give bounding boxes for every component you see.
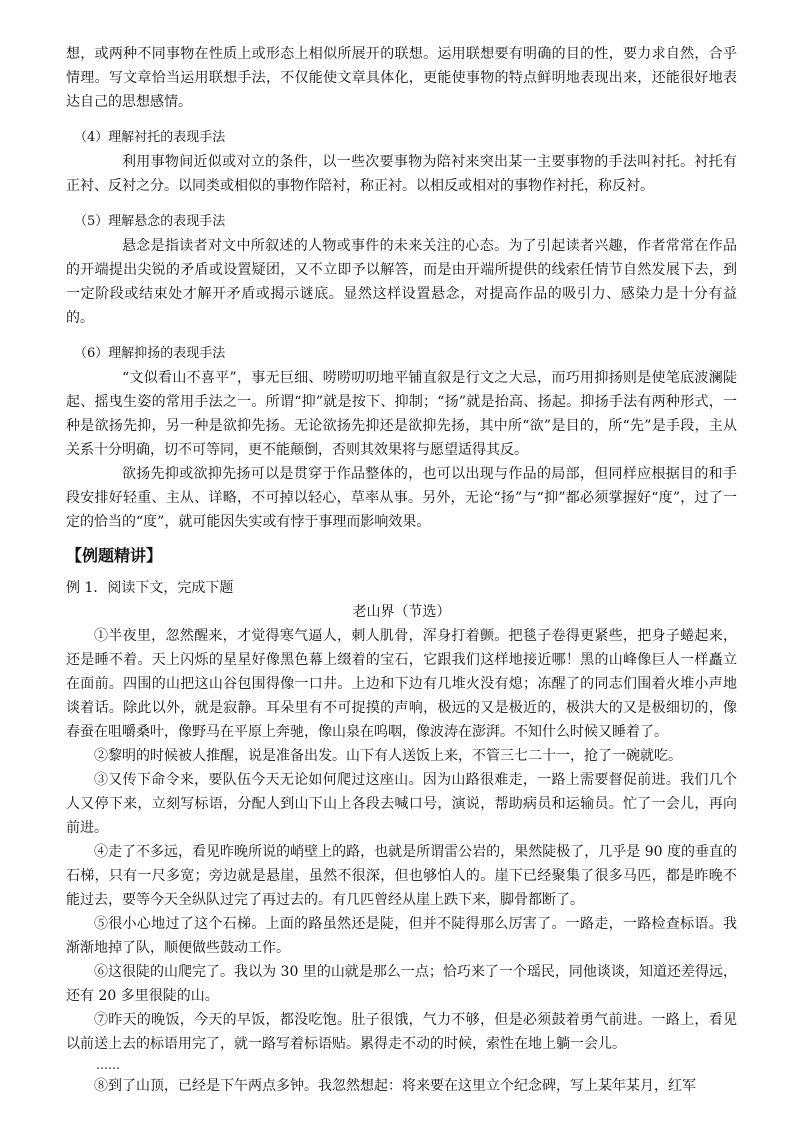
section-suppress-raise [66, 342, 737, 534]
example-section-heading: 【例题精讲】 [66, 546, 163, 565]
section-heading: （6）理解抑扬的表现手法 [74, 346, 226, 361]
passage-paragraph-3: ③又传下命令来，要队伍今天无论如何爬过这座山。因为山路很难走，一路上需要督促前进。我们几个人又停下来，立刻写标语，分配人到山下山上各段去喊口号，演说，帮助病员和运输员。忙了一会儿，再向前进。 [66, 772, 737, 836]
section-heading: （4）理解衬托的表现手法 [74, 130, 226, 145]
passage-title: 老山界（节选） [352, 604, 451, 620]
passage-body [66, 624, 737, 1098]
intro-paragraph: 想，或两种不同事物在性质上或形态上相似所展开的联想。运用联想要有明确的目的性，要力求自然，合乎情理。写文章恰当运用联想手法，不仅能使文章具体化，更能使事物的特点鲜明地表现出来，还能很好地表达自己的思想感情。 [66, 46, 737, 110]
passage-paragraph-8: ⑧到了山顶，已经是下午两点多钟。我忽然想起：将来要在这里立个纪念碑，写上某年某月，红军 [94, 1078, 696, 1094]
passage-paragraph-6: ⑥这很陡的山爬完了。我以为 30 里的山就是那么一点；恰巧来了一个瑶民，同他谈谈，知道还差得远，还有 20 多里很陡的山。 [66, 964, 737, 1004]
section-paragraph: 利用事物间近似或对立的条件，以一些次要事物为陪衬来突出某一主要事物的手法叫衬托。衬托有正衬、反衬之分。以同类或相似的事物作陪衬，称正衬。以相反或相对的事物作衬托，称反衬。 [66, 154, 737, 194]
section-paragraph: 欲扬先抑或欲抑先扬可以是贯穿于作品整体的，也可以出现与作品的局部，但同样应根据目的和手段安排好轻重、主从、详略，不可掉以轻心，草率从事。另外，无论“扬”与“抑”都必须掌握好“度”，过了一定的恰当的“度”，就可能因失实或有悖于事理而影响效果。 [66, 466, 737, 530]
passage-paragraph-1: ①半夜里，忽然醒来，才觉得寒气逼人，刺人肌骨，浑身打着颤。把毯子卷得更紧些，把身子蜷起来，还是睡不着。天上闪烁的星星好像黑色幕上缀着的宝石，它跟我们这样地接近哪！黑的山峰像巨人一样矗立在面前。四围的山把这山谷包围得像一口井。上边和下边有几堆火没有熄；冻醒了的同志们围着火堆小声地谈着话。除此以外，就是寂静。耳朵里有不可捉摸的声响，极远的又是极近的，极洪大的又是极细切的，像春蚕在咀嚼桑叶，像野马在平原上奔驰，像山泉在呜咽，像波涛在澎湃。不知什么时候又睡着了。 [66, 628, 737, 740]
section-suspense [66, 210, 737, 330]
passage-paragraph-4: ④走了不多远，看见昨晚所说的峭壁上的路，也就是所谓雷公岩的，果然陡极了，几乎是 90 度的垂直的石梯，只有一尺多宽；旁边就是悬崖，虽然不很深，但也够怕人的。崖下已经聚集了很多马匹，都是昨晚不能过去，要等今天全纵队过完了再过去的。有几匹曾经从崖上跌下来，脚骨都断了。 [66, 844, 737, 908]
section-paragraph: 悬念是指读者对文中所叙述的人物或事件的未来关注的心态。为了引起读者兴趣，作者常常在作品的开端提出尖锐的矛盾或设置疑团，又不立即予以解答，而是由开端所提供的线索任情节自然发展下去，到一定阶段或结束处才解开矛盾或揭示谜底。显然这样设置悬念，对提高作品的吸引力、感染力是十分有益的。 [66, 238, 737, 326]
passage-ellipsis: …… [96, 1058, 120, 1072]
section-contrast [66, 126, 737, 198]
passage-paragraph-5: ⑤很小心地过了这个石梯。上面的路虽然还是陡，但并不陡得那么厉害了。一路走，一路检查标语。我渐渐地掉了队，顺便做些鼓动工作。 [66, 916, 737, 956]
example-label: 例 1．阅读下文，完成下题 [66, 580, 234, 596]
section-paragraph: “文似看山不喜平”，事无巨细、唠唠叨叨地平铺直叙是行文之大忌，而巧用抑扬则是使笔底波澜陡起、摇曳生姿的常用手法之一。所谓“抑”就是按下、抑制；“扬”就是抬高、扬起。抑扬手法有两种形式，一种是欲扬先抑，另一种是欲抑先扬。无论欲扬先抑还是欲抑先扬，其中所“欲”是目的，所“先”是手段，主从关系十分明确，切不可等同，更不能颠倒，否则其效果将与愿望适得其反。 [66, 370, 737, 458]
section-heading: （5）理解悬念的表现手法 [74, 214, 226, 229]
passage-paragraph-2: ②黎明的时候被人推醒，说是准备出发。山下有人送饭上来，不管三七二十一，抢了一碗就吃。 [94, 748, 682, 764]
passage-paragraph-7: ⑦昨天的晚饭，今天的早饭，都没吃饱。肚子很饿，气力不够，但是必须鼓着勇气前进。一路上，看见以前送上去的标语用完了，就一路写着标语贴。累得走不动的时候，索性在地上躺一会儿。 [66, 1012, 737, 1052]
